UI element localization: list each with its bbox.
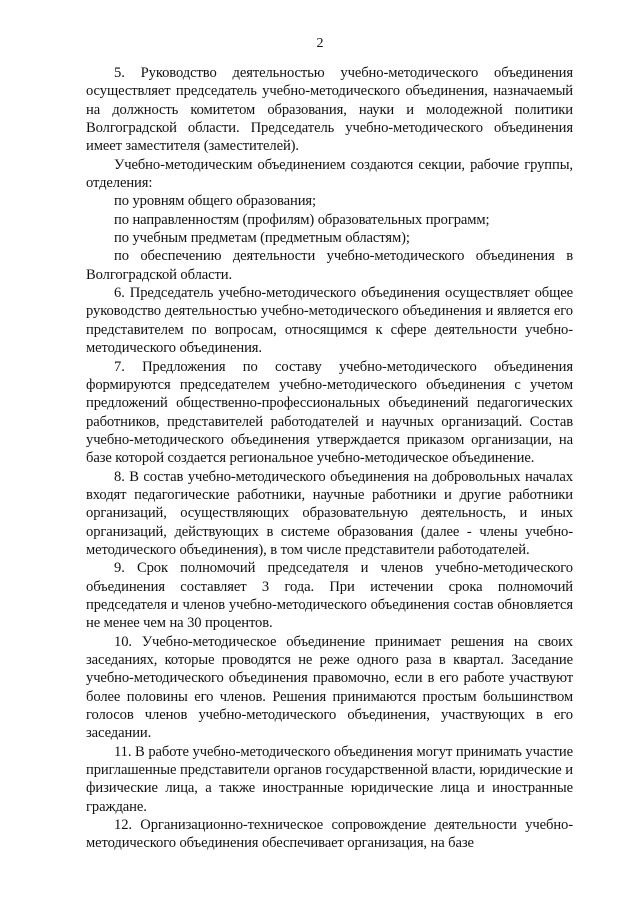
document-body bbox=[86, 64, 573, 853]
paragraph-sections-intro: Учебно-методическим объединением создаются секции, рабочие группы, отделения: bbox=[86, 156, 573, 192]
list-item-support: по обеспечению деятельности учебно-методического объединения в Волгоградской области. bbox=[86, 248, 573, 283]
page-number: 2 bbox=[316, 36, 324, 51]
paragraph-9: 9. Срок полномочий председателя и членов учебно-методического объединения составляет 3 года. При истечении срока полномочий председателя и членов учебно-методического объединения состав обновляется не менее чем на 30 процентов. bbox=[86, 560, 573, 632]
paragraph-12: 12. Организационно-техническое сопровождение деятельности учебно-методического объединения обеспечивает организация, на базе bbox=[86, 817, 573, 852]
paragraph-7: 7. Предложения по составу учебно-методического объединения формируются председателем учебно-методического объединения с учетом предложений общественно-профессиональных объединений педагогических работников, представителей работодателей и научных организаций. Состав учебно-методического объединения утверждается приказом организации, на базе которой создается региональное учебно-методическое объединение. bbox=[86, 358, 573, 467]
list-item-subjects: по учебным предметам (предметным областям); bbox=[114, 230, 410, 247]
paragraph-11: 11. В работе учебно-методического объединения могут принимать участие приглашенные представители органов государственной власти, юридические и физические лица, а также иностранные юридические лица и иностранные граждане. bbox=[86, 743, 573, 815]
paragraph-8: 8. В состав учебно-методического объединения на добровольных началах входят педагогические работники, научные работники и другие работники организаций, осуществляющих образовательную деятельность, и иных организаций, действующих в системе образования (далее - члены учебно-методического объединения), в том числе представители работодателей. bbox=[86, 468, 573, 558]
list-item-directions: по направленностям (профилям) образовательных программ; bbox=[114, 211, 490, 228]
list-item-levels: по уровням общего образования; bbox=[114, 193, 316, 210]
paragraph-10: 10. Учебно-методическое объединение принимает решения на своих заседаниях, которые проводятся не реже одного раза в квартал. Заседание учебно-методического объединения правомочно, если в его работе участвуют более половины его членов. Решения принимаются простым большинством голосов членов учебно-методического объединения, участвующих в его заседании. bbox=[86, 633, 573, 742]
paragraph-5: 5. Руководство деятельностью учебно-методического объединения осуществляет председатель учебно-методического объединения, назначаемый на должность комитетом образования, науки и молодежной политики Волгоградской области. Председатель учебно-методического объединения имеет заместителя (заместителей). bbox=[86, 65, 573, 155]
paragraph-6: 6. Председатель учебно-методического объединения осуществляет общее руководство деятельностью учебно-методического объединения и является его представителем по вопросам, относящимся к сфере деятельности учебно-методического объединения. bbox=[86, 285, 573, 357]
